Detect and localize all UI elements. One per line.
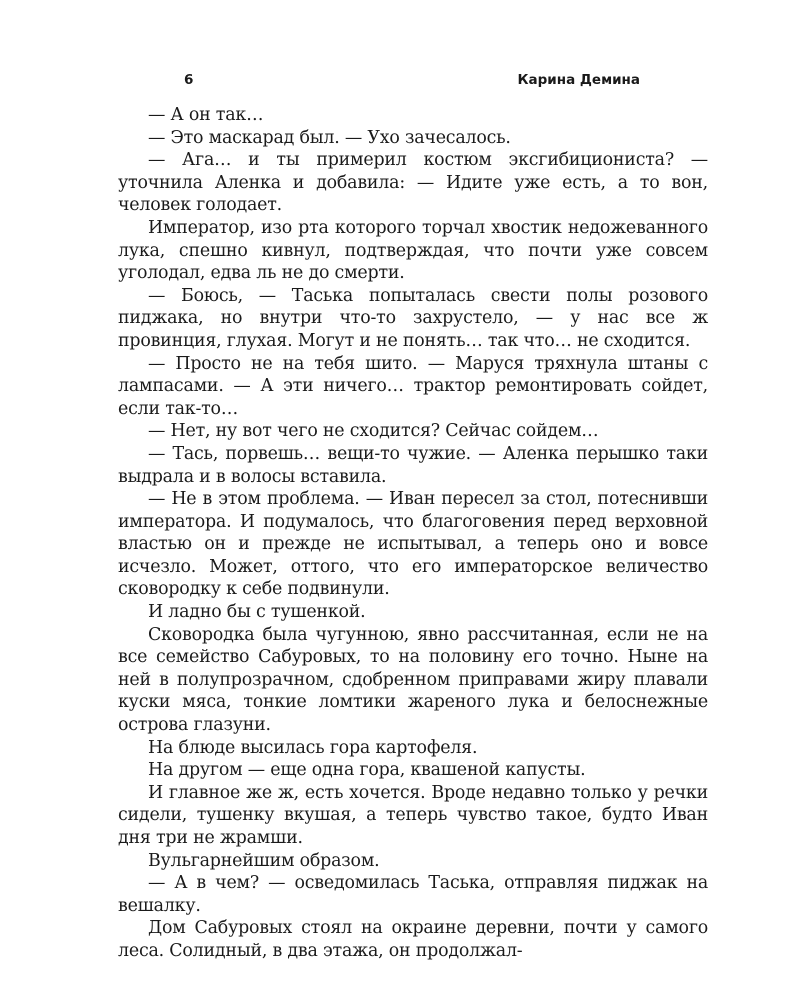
body-text bbox=[118, 104, 708, 963]
paragraph: — А он так… bbox=[148, 105, 264, 125]
paragraph: На блюде высилась гора картофеля. bbox=[148, 737, 478, 758]
paragraph: Вульгарнейшим образом. bbox=[148, 850, 380, 871]
paragraph: — Тась, порвешь… вещи-то чужие. — Аленка перышко таки выдрала и в волосы вставила. bbox=[118, 443, 708, 487]
paragraph: На другом — еще одна гора, квашеной капусты. bbox=[148, 760, 586, 781]
page-number: 6 bbox=[184, 72, 194, 88]
paragraph: — Ага… и ты примерил костюм эксгибициониста? — уточнила Аленка и добавила: — Идите уже есть, а то вон, человек голодает. bbox=[118, 150, 708, 216]
paragraph: — Нет, ну вот чего не сходится? Сейчас сойдем… bbox=[148, 421, 599, 442]
paragraph: — Это маскарад был. — Ухо зачесалось. bbox=[148, 127, 511, 148]
paragraph: И ладно бы с тушенкой. bbox=[148, 602, 366, 623]
paragraph: — А в чем? — осведомилась Таська, отправляя пиджак на вешалку. bbox=[118, 873, 708, 916]
paragraph: Сковородка была чугунною, явно рассчитанная, если не на все семейство Сабуровых, то на половину его точно. Ныне на ней в полупрозрачном, сдобренном приправами жиру плавали куски мяса, тонкие ломтики жареного лука и белоснежные острова глазуни. bbox=[118, 624, 708, 736]
paragraph: — Не в этом проблема. — Иван пересел за стол, потеснивши императора. И подумалось, что благоговения перед верховной властью он и прежде не испытывал, а теперь оно и вовсе исчезло. Может, оттого, что его императорское величество сковородку к себе подвинули. bbox=[118, 489, 708, 600]
running-header bbox=[118, 72, 640, 92]
paragraph: И главное же ж, есть хочется. Вроде недавно только у речки сидели, тушенку вкушая, а теперь чувство такое, будто Иван дня три не жрамши. bbox=[118, 782, 708, 848]
paragraph: Дом Сабуровых стоял на окраине деревни, почти у самого леса. Солидный, в два этажа, он продолжал- bbox=[118, 918, 708, 961]
paragraph: — Боюсь, — Таська попыталась свести полы розового пиджака, но внутри что-то захрустело, — у нас все ж провинция, глухая. Могут и не понять… так что… не сходится. bbox=[118, 285, 708, 351]
paragraph: Император, изо рта которого торчал хвостик недожеванного лука, спешно кивнул, подтверждая, что почти уже совсем уголодал, едва ль не до смерти. bbox=[118, 217, 708, 284]
running-title: Карина Демина bbox=[517, 72, 640, 88]
paragraph: — Просто не на тебя шито. — Маруся тряхнула штаны с лампасами. — А эти ничего… трактор ремонтировать сойдет, если так-то… bbox=[118, 353, 708, 419]
